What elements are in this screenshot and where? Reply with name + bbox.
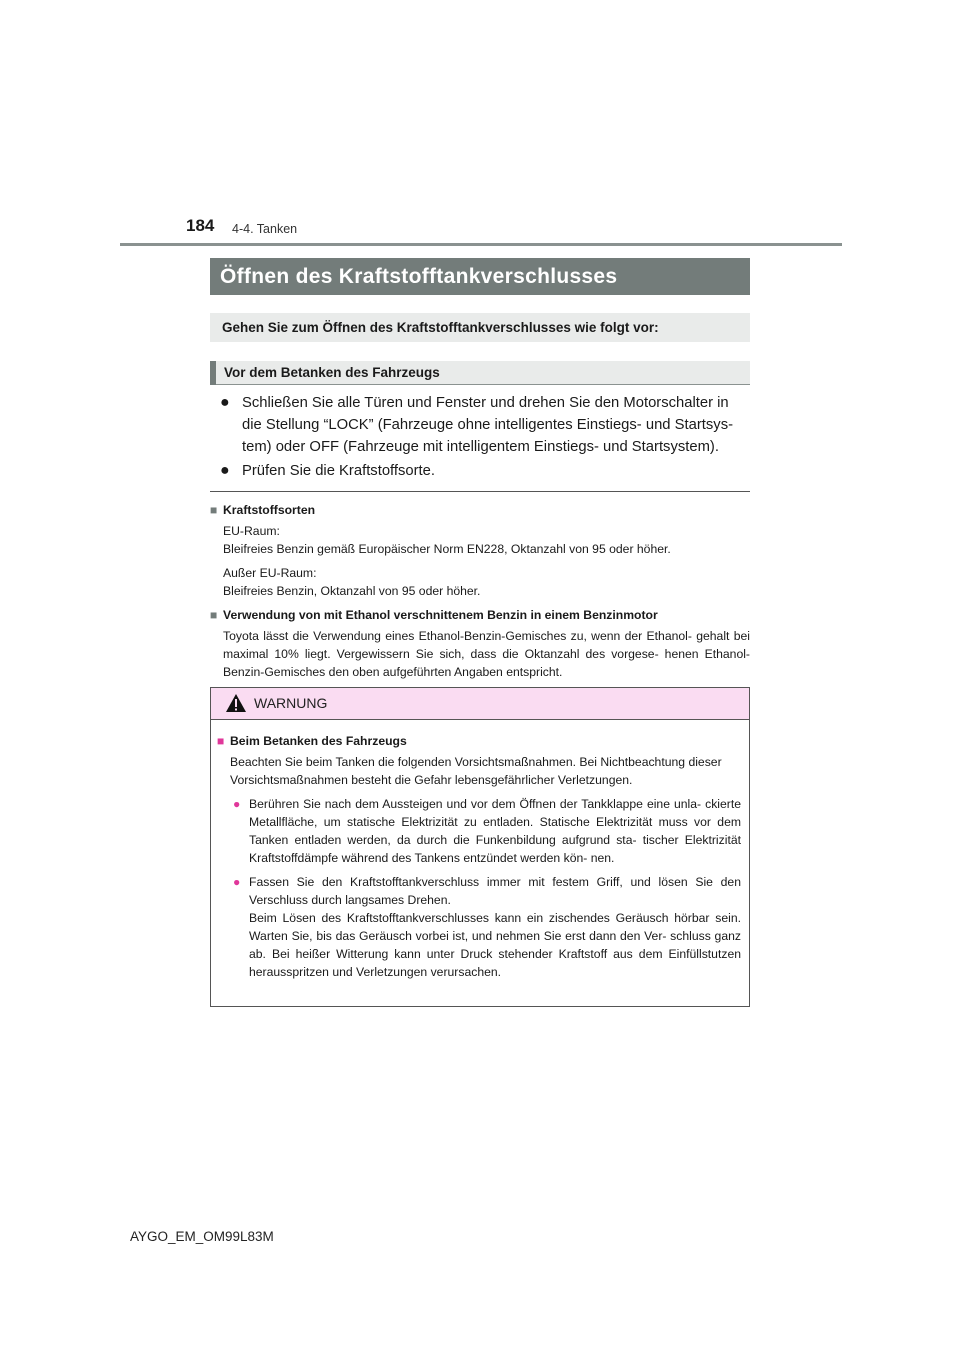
warning-header — [211, 688, 749, 720]
warning-heading: ■ Beim Betanken des Fahrzeugs — [217, 734, 407, 748]
bullet-dot-icon: ● — [233, 875, 241, 889]
subheading-label: Vor dem Betanken des Fahrzeugs — [224, 365, 440, 380]
step-list — [218, 392, 748, 484]
non-eu-text: Bleifreies Benzin, Oktanzahl von 95 oder höher. — [223, 584, 481, 598]
warning-bullet-text: Berühren Sie nach dem Aussteigen und vor dem Öffnen der Tankklappe eine unla- ckierte Metallfläche, um statische Elektrizität zu entladen. Statische Elektrizität muss vor dem Tanken entladen werden, da durch die Funkenbildung aufgrund sta- tischer Elektrizität Kraftstoffdämpfe während des Tankens entzündet werden kön- nen. — [249, 797, 741, 865]
step-item — [218, 460, 748, 482]
warning-label: WARNUNG — [254, 695, 328, 711]
warning-bullet — [217, 795, 741, 867]
warning-box — [210, 687, 750, 1007]
non-eu-label: Außer EU-Raum: — [223, 566, 317, 580]
step-text: Prüfen Sie die Kraftstoffsorte. — [242, 463, 436, 479]
square-bullet-icon: ■ — [210, 503, 218, 517]
step-text: Schließen Sie alle Türen und Fenster und drehen Sie den Motorschalter in die Stellung “LOCK” (Fahrzeuge ohne intelligentes Einstiegs- und Startsys- tem) oder OFF (Fahrzeuge mit intelligentem Einstiegs- und Startsystem). — [242, 395, 734, 455]
info-heading: ■ Kraftstoffsorten — [210, 503, 316, 517]
eu-label: EU-Raum: — [223, 524, 280, 538]
section-label: 4-4. Tanken — [232, 222, 298, 236]
page-number: 184 — [186, 216, 215, 235]
info-heading: ■ Verwendung von mit Ethanol verschnittenem Benzin in einem Benzinmotor — [210, 608, 658, 622]
info-text — [210, 564, 750, 600]
page-title: Öffnen des Kraftstofftankverschlusses — [210, 258, 750, 295]
warning-intro: Beachten Sie beim Tanken die folgenden Vorsichtsmaßnahmen. Bei Nichtbeachtung dieser Vorsichtsmaßnahmen besteht die Gefahr lebensgefährlicher Verletzungen. — [230, 755, 722, 787]
ethanol-text: Toyota lässt die Verwendung eines Ethanol-Benzin-Gemisches zu, wenn der Ethanol- gehalt bei maximal 10% liegt. Vergewissern Sie sich, dass die Oktanzahl des vorgese- henen Ethanol-Benzin-Gemisches den oben aufgeführten Angaben entspricht. — [223, 629, 750, 679]
bullet-dot-icon: ● — [220, 394, 230, 411]
warning-triangle-icon — [225, 693, 247, 713]
bullet-dot-icon: ● — [233, 797, 241, 811]
info-section — [210, 501, 750, 687]
square-bullet-icon: ■ — [217, 734, 225, 748]
warning-bullet — [217, 873, 741, 981]
square-bullet-icon: ■ — [210, 608, 218, 622]
footer-code: AYGO_EM_OM99L83M — [130, 1229, 274, 1244]
warning-bullet-text: Fassen Sie den Kraftstofftankverschluss immer mit festem Griff, und lösen Sie den Verschluss durch langsames Drehen. — [249, 875, 741, 907]
warning-body — [211, 720, 749, 981]
warning-bullet-text: Beim Lösen des Kraftstofftankverschlusses kann ein zischendes Geräusch hörbar sein. Warten Sie, bis das Geräusch vorbei ist, und nehmen Sie erst dann den Ver- schluss ganz ab. Bei heißer Witterung kann unter Druck stehender Kraftstoff aus dem Einfüllstutzen herausspritzen und Verletzungen verursachen. — [249, 911, 741, 979]
subheading — [210, 361, 750, 385]
info-text — [210, 522, 750, 558]
eu-text: Bleifreies Benzin gemäß Europäischer Norm EN228, Oktanzahl von 95 oder höher. — [223, 542, 671, 556]
divider — [210, 491, 750, 492]
bullet-dot-icon: ● — [220, 462, 230, 479]
header-rule — [120, 243, 842, 246]
subheading-accent — [210, 361, 216, 385]
intro-text: Gehen Sie zum Öffnen des Kraftstofftankverschlusses wie folgt vor: — [210, 313, 750, 342]
step-item — [218, 392, 748, 458]
